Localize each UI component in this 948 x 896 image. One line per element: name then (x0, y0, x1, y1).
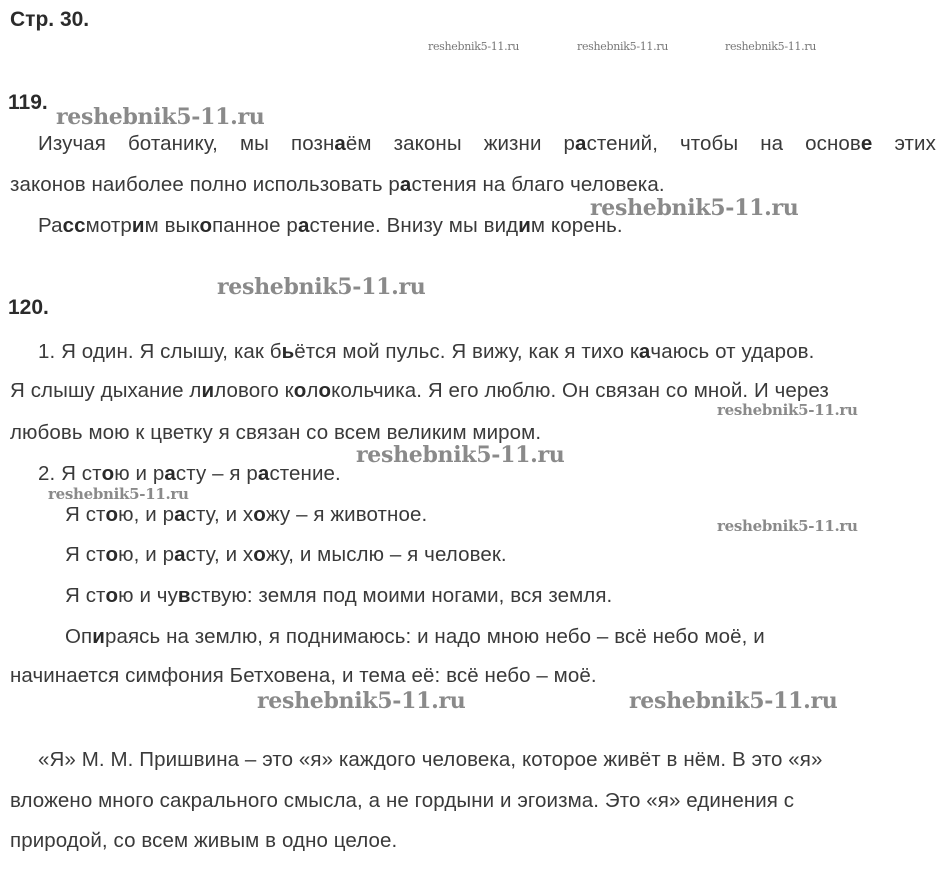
watermark: reshebnik5-11.ru (629, 688, 838, 714)
ex119-line-3: Рассмотрим выкопанное растение. Внизу мы видим корень. (38, 214, 623, 237)
ex120-line-2: Я слышу дыхание лилового колокольчика. Я его люблю. Он связан со мной. И через (10, 379, 829, 402)
word: законы (393, 132, 462, 155)
watermark: reshebnik5-11.ru (717, 517, 858, 535)
ex119-line-2: законов наиболее полно использовать растения на благо человека. (10, 173, 665, 196)
watermark: reshebnik5-11.ru (577, 40, 669, 53)
watermark: reshebnik5-11.ru (725, 40, 817, 53)
word: основе (805, 132, 873, 155)
watermark: reshebnik5-11.ru (428, 40, 520, 53)
ex119-line-1 (38, 132, 936, 156)
ex120-line-3: любовь мою к цветку я связан со всем великим миром. (10, 421, 542, 444)
conclusion-line-1: «Я» М. М. Пришвина – это «я» каждого человека, которое живёт в нём. В это «я» (38, 748, 823, 771)
word: жизни (483, 132, 542, 155)
word: мы (239, 132, 269, 155)
word: чтобы (680, 132, 739, 155)
watermark: reshebnik5-11.ru (217, 274, 426, 300)
conclusion-line-2: вложено много сакрального смысла, а не гордыни и эгоизма. Это «я» единения с (10, 789, 795, 812)
watermark: reshebnik5-11.ru (356, 442, 565, 468)
word: Изучая (38, 132, 106, 155)
ex120-line-5: Я стою, и расту, и хожу – я животное. (65, 503, 428, 526)
word: познаём (291, 132, 372, 155)
word: этих (894, 132, 936, 155)
watermark: reshebnik5-11.ru (717, 401, 858, 419)
ex120-line-9: начинается симфония Бетховена, и тема её: всё небо – моё. (10, 664, 597, 687)
exercise-119-number: 119. (8, 91, 48, 114)
watermark: reshebnik5-11.ru (56, 104, 265, 130)
page-header: Стр. 30. (10, 8, 90, 31)
watermark: reshebnik5-11.ru (257, 688, 466, 714)
exercise-120-number: 120. (8, 296, 49, 319)
watermark: reshebnik5-11.ru (48, 485, 189, 503)
ex120-line-4: 2. Я стою и расту – я растение. (38, 462, 341, 485)
word: растений, (563, 132, 658, 155)
watermark: reshebnik5-11.ru (590, 195, 799, 221)
ex120-line-1: 1. Я один. Я слышу, как бьётся мой пульс. Я вижу, как я тихо качаюсь от ударов. (38, 340, 815, 363)
word: на (760, 132, 784, 155)
ex120-line-8: Опираясь на землю, я поднимаюсь: и надо мною небо – всё небо моё, и (65, 625, 765, 648)
ex120-line-7: Я стою и чувствую: земля под моими ногами, вся земля. (65, 584, 613, 607)
word: ботанику, (127, 132, 218, 155)
ex120-line-6: Я стою, и расту, и хожу, и мыслю – я человек. (65, 543, 507, 566)
conclusion-line-3: природой, со всем живым в одно целое. (10, 829, 398, 852)
